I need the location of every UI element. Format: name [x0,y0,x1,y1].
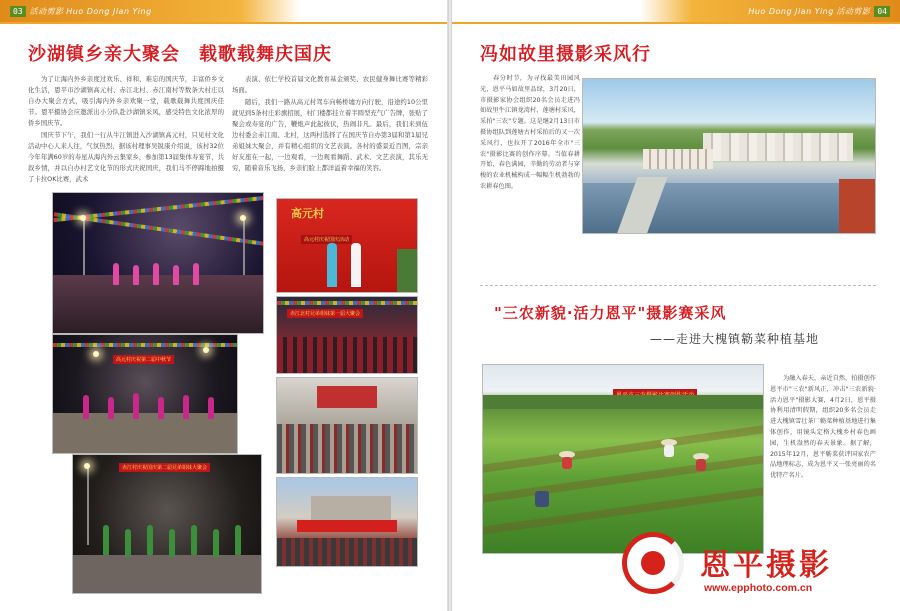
left-paragraph: 国庆节下午，我们一行从牛江镇进入沙湖镇高元村，只见村文化活动中心人来人往，气氛热烈，据该村理事吴锐康介绍说，该村32位今年年满60岁的寿星从海内外云集家乡，参加第13届集体寿宴节，共叙乡情，并以自办村艺文化节的形式庆祝国庆，我们马不停蹄地拍摄了卡拉OK比赛，武术 [28,131,224,183]
crowd [277,424,418,474]
dancer [183,395,189,419]
bunting [53,343,238,347]
dancer [213,529,219,557]
logo-wordmark: 恩平摄影 [700,548,832,583]
right-article-title-2: "三农新貌·活力恩平"摄影赛采风 [494,304,727,322]
dancer [133,393,139,419]
right-paragraph: 春分时节，为寻找最美田园风光，恩平马如故里品绿，3月20日，市摄影家协会组织20名会员走进冯如故里牛江镇龙湾村、莲塘村采风，采拍"三农"专题。这是继2月13日市摄协组队到莲塘古村采拍后的又一次采风行，也拉开了2016年全市"三农"摄影比赛的创作序幕。当值春耕开始，春色满园，辛勤的劳动者与穿梭的农业机械构成一幅幅生机勃勃的农耕春色图。 [480,75,580,190]
dancer [108,397,114,419]
right-article-subtitle-2: ——走进大槐镇簕菜种植基地 [650,332,820,346]
epphoto-logo-icon [622,532,684,594]
left-section-label: 活动剪影 [29,6,64,16]
light-pole [243,217,245,277]
stage-backdrop [317,386,377,408]
right-section-pinyin: Huo Dong Jian Ying [748,6,834,16]
left-page-number: 03 [10,6,26,17]
dancer [158,397,164,419]
farmer [562,457,572,469]
light-pole [83,217,85,277]
stage-light [203,347,209,353]
left-page [0,0,448,611]
crowd [277,538,418,567]
right-page [452,0,900,611]
left-section-pinyin: Huo Dong Jian Ying [66,6,152,16]
treeline [483,395,764,409]
photo-banner: 赤江北村兄弟姐妹第一届大聚会 [287,309,363,318]
left-article-column-2 [232,74,428,175]
crowd [277,337,418,374]
right-paragraph: 为融入春天，亲近自然，拍摄创作恩平市"三农"新风正，冲击"三农新貌·活力恩平"摄影大赛，4月2日，恩平摄协利用清明假期，组织20多名会员走进大槐镇雪壮茶厂簕菜种植基地进行集体创作，用镜头定格大槐乡村春色画园，生机盎然的春天景象。据了解，2015年12月，恩平簕菜获评国家农产品地理标志，成为恩平又一张亮丽的名优特产名片。 [770,375,876,480]
farmer [664,445,674,457]
photo-village-aerial [582,78,876,234]
photo-night-dance-1 [52,192,264,334]
left-header-rule [0,22,448,24]
section-divider [480,285,876,286]
red-roof [839,179,876,234]
dancer [125,529,131,557]
stage-light [84,463,90,469]
tree [397,249,418,293]
farmer [535,491,549,507]
ground [53,413,238,454]
stage-backdrop [297,520,397,532]
right-section-label: 活动剪影 [836,6,871,16]
photo-night-dance-3 [72,454,262,594]
left-paragraph: 为了让海内外乡亲度过欢乐、祥和、难忘的国庆节，丰富侨乡文化生活，恩平市沙湖镇高元村、赤江北村、赤江南村等数条大村庄以自办大聚会方式，吸引海内外乡亲欢聚一堂，载歌载舞共度国庆佳节。恩平摄协会应邀派出小分队赴沙湖镇采风，感受特色文化浓厚的侨乡国庆节。 [28,75,224,127]
photo-stage-performance [276,198,418,293]
farmer [696,459,706,471]
logo-url: www.epphoto.com.cn [704,582,813,594]
dancer [169,529,175,557]
photo-community-gathering [276,377,418,474]
photo-banner: 高元村庆祝国庆活动 [301,235,352,244]
performer [351,243,361,287]
left-article-column-1 [28,74,224,186]
left-article-title: 沙湖镇乡亲大聚会 载歌载舞庆国庆 [28,44,332,65]
photo-banquet [276,296,418,374]
right-article-1-text [480,74,580,194]
stage-light [240,215,246,221]
dancer [133,265,139,285]
photo-village-stage [276,477,418,567]
right-article-2-text [770,374,876,483]
photo-banner: 赤江村庆祝国庆第二届兄弟姐妹大聚会 [119,463,210,472]
performer [327,243,337,287]
dancer [208,397,214,419]
dancer [113,263,119,285]
dancer [147,525,153,555]
logo-core [641,551,665,575]
right-header [640,0,900,22]
light-pole [87,465,89,545]
dancer [103,525,109,555]
bunting [277,301,418,305]
dancer [235,525,241,555]
right-header-rule [452,22,900,24]
left-header [0,0,300,22]
stage-light [93,351,99,357]
stage-sign: 高元村 [291,207,324,220]
dancer [173,265,179,285]
photo-night-dance-2 [52,334,238,454]
right-page-number: 04 [874,6,890,17]
village-houses [643,149,713,169]
dancer [83,395,89,419]
dancer [193,263,199,285]
dancer [191,525,197,555]
ground [73,555,262,594]
stage-light [80,215,86,221]
left-paragraph: 随后，我们一路从高元村驾车向畅桥墟方向行驶，沿途约10公里就见到5条村庄彩旗招展，村门楼都挂立着半圆型充气广告牌，张贴了聚会或寿宴的广告，鞭炮声此起彼伏，热闹非凡。最后，我们来到伍边村委会赤江南、北村，这两村选择了在国庆节自办第3届和第1届兄弟姐妹大聚会，并有精心组织的文艺表演。各村的盛景近百图，宗亲好友座在一起，一边观看，一边观看舞蹈、武术、文艺表演，其乐无穷，随着音乐飞扬，乡亲们脸上都洋溢着幸福的笑容。 [232,98,428,172]
building [311,496,391,522]
dancer [153,263,159,285]
photo-banner: 高元村庆祝第二届中秋节 [113,355,174,364]
right-article-title-1: 冯如故里摄影采风行 [480,44,651,65]
photo-vegetable-field [482,364,764,554]
left-paragraph: 表演、依仁学校首届文化教育基金颁奖、农民健身舞比赛等精彩场面。 [232,75,428,94]
village-houses [703,133,853,161]
